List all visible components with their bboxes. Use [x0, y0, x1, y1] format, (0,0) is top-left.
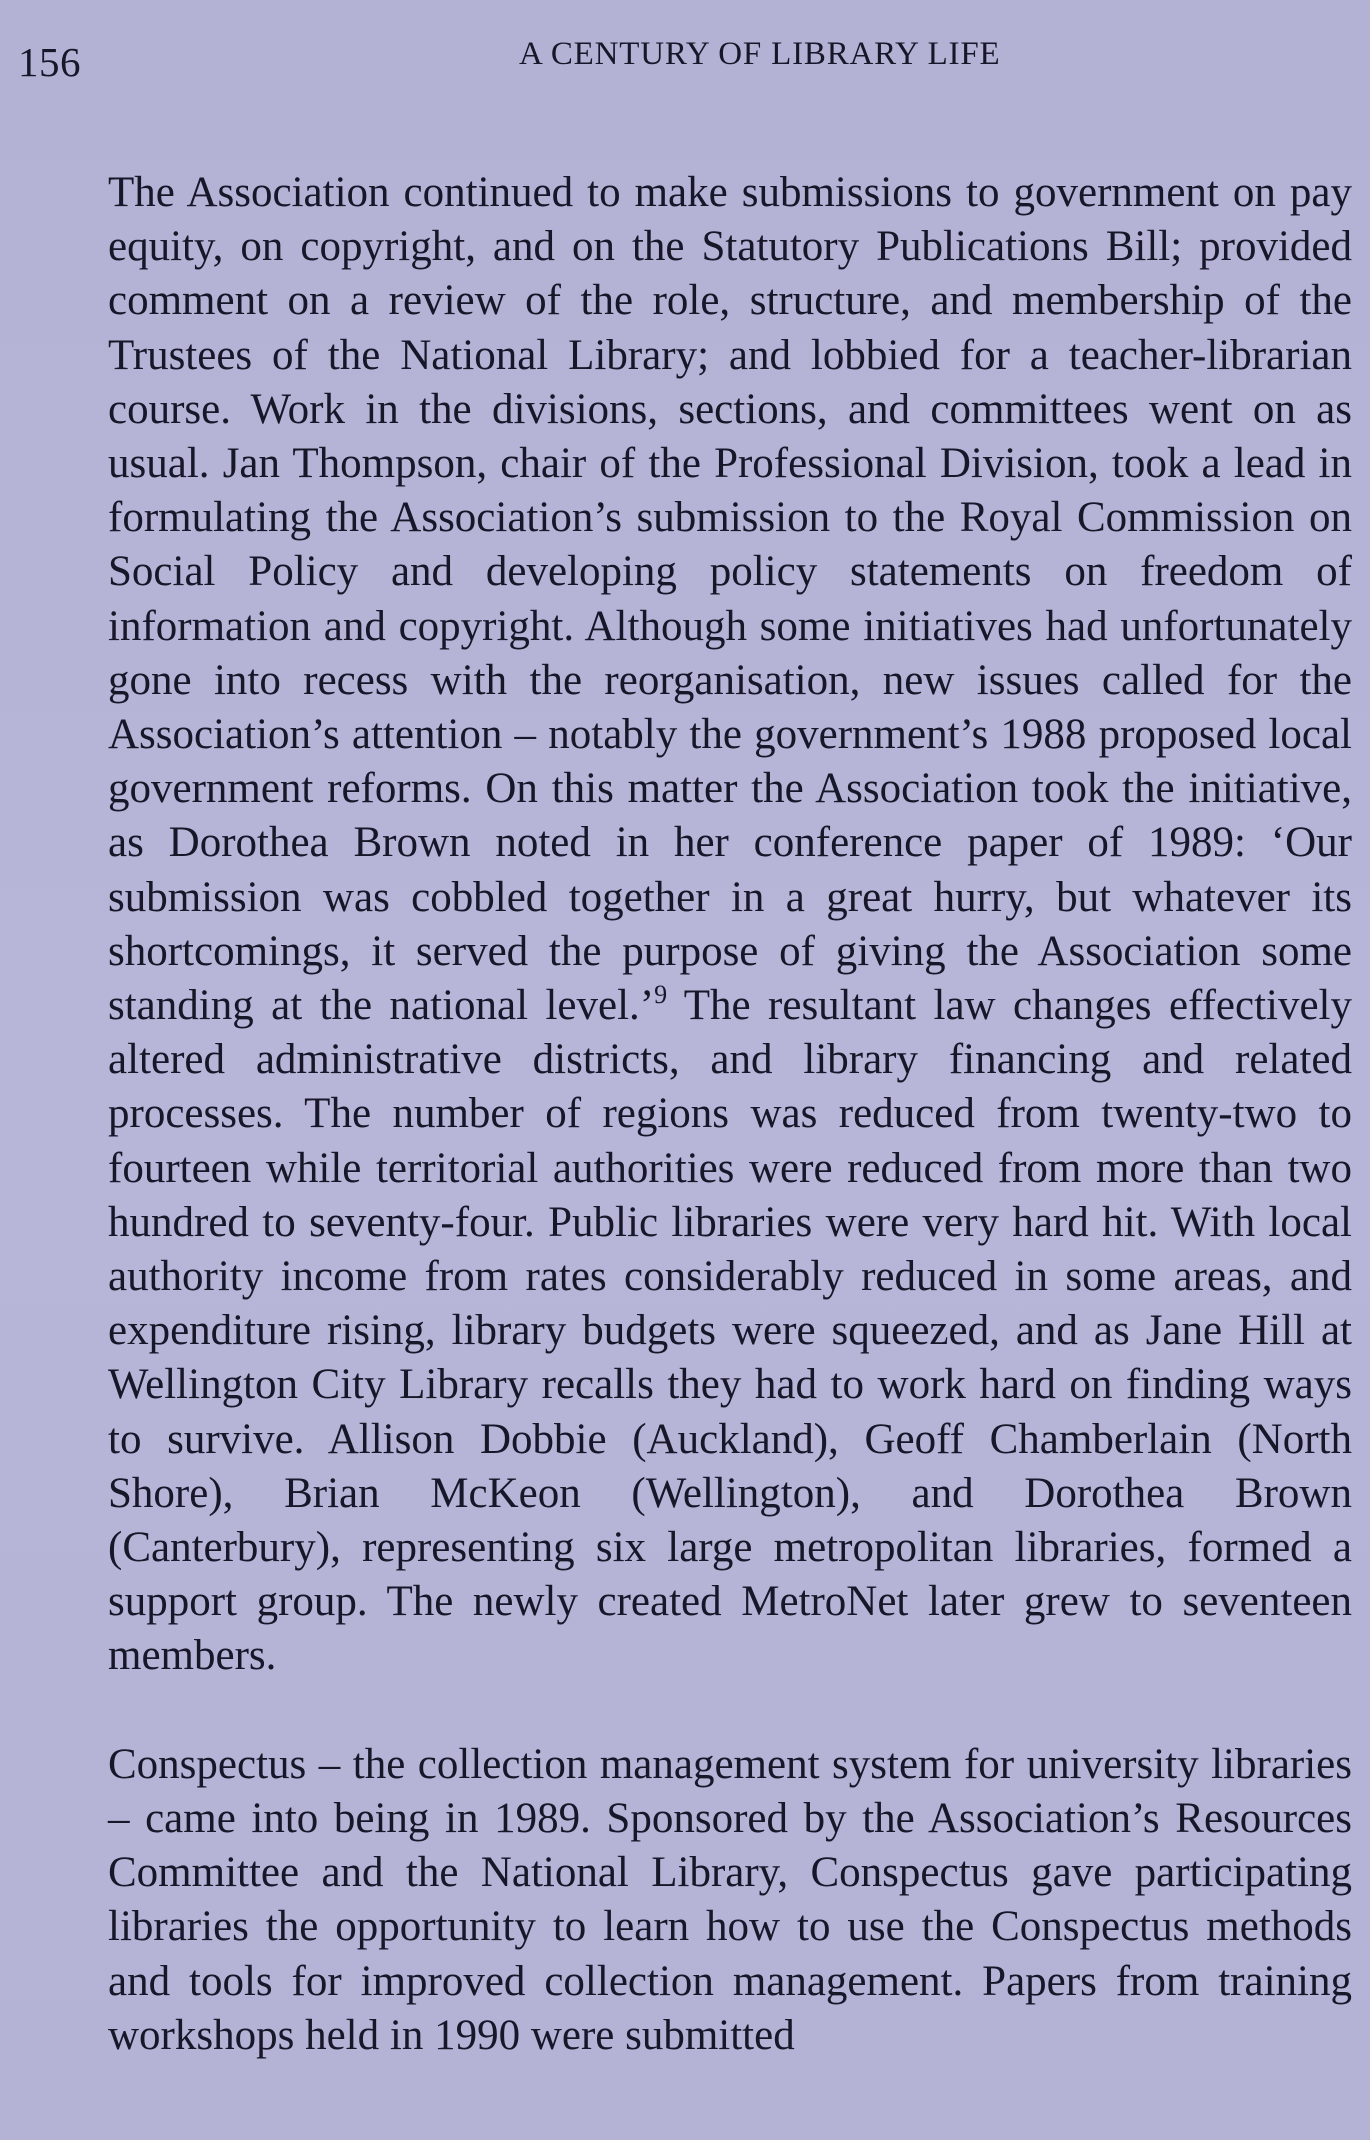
paragraph-1-text-part-1: The Association continued to make submissions to government on pay equity, on copyright, and on the Statutory Publications Bill; provided comment on a review of the role, structure, and membership of the Trustees of the National Library; and lobbied for a teacher-librarian course. Work in the divisions, sections, and committees went on as usual. Jan Thompson, chair of the Professional Division, took a lead in formulating the Association’s submission to the Royal Commission on Social Policy and developing policy statements on freedom of information and copyright. Although some initiatives had unfortunately gone into recess with the reorganisation, new issues called for the Association’s attention – notably the government’s 1988 proposed local government reforms. On this matter the Association took the initiative, as Dorothea Brown noted in her conference paper of 1989: ‘Our submission was cobbled together in a great hurry, but whatever its shortcomings, it served the purpose of giving the Association some standing at the national level.’	[108, 169, 1352, 1030]
body-text	[108, 166, 1352, 2063]
footnote-reference: 9	[654, 980, 668, 1010]
paragraph-1-text-part-2: The resultant law changes effectively altered administrative districts, and library financing and related processes. The number of regions was reduced from twenty-two to fourteen while territorial authorities were reduced from more than two hundred to seventy-four. Public libraries were very hard hit. With local authority income from rates considerably reduced in some areas, and expenditure rising, library budgets were squeezed, and as Jane Hill at Wellington City Library recalls they had to work hard on finding ways to survive. Allison Dobbie (Auckland), Geoff Chamberlain (North Shore), Brian McKeon (Wellington), and Dorothea Brown (Canterbury), representing six large metropolitan libraries, formed a support group. The newly created MetroNet later grew to seventeen members.	[108, 982, 1352, 1680]
paragraph-2	[108, 1738, 1352, 2063]
page-number: 156	[18, 39, 81, 85]
paragraph-2-text: Conspectus – the collection management system for university libraries – came into being in 1989. Sponsored by the Association’s Resources Committee and the National Library, Conspectus gave participating libraries the opportunity to learn how to use the Conspectus methods and tools for improved collection management. Papers from training workshops held in 1990 were submitted	[108, 1740, 1352, 2059]
paragraph-1	[108, 166, 1352, 1684]
running-header	[14, 30, 1354, 90]
running-title: A CENTURY OF LIBRARY LIFE	[519, 36, 1001, 72]
